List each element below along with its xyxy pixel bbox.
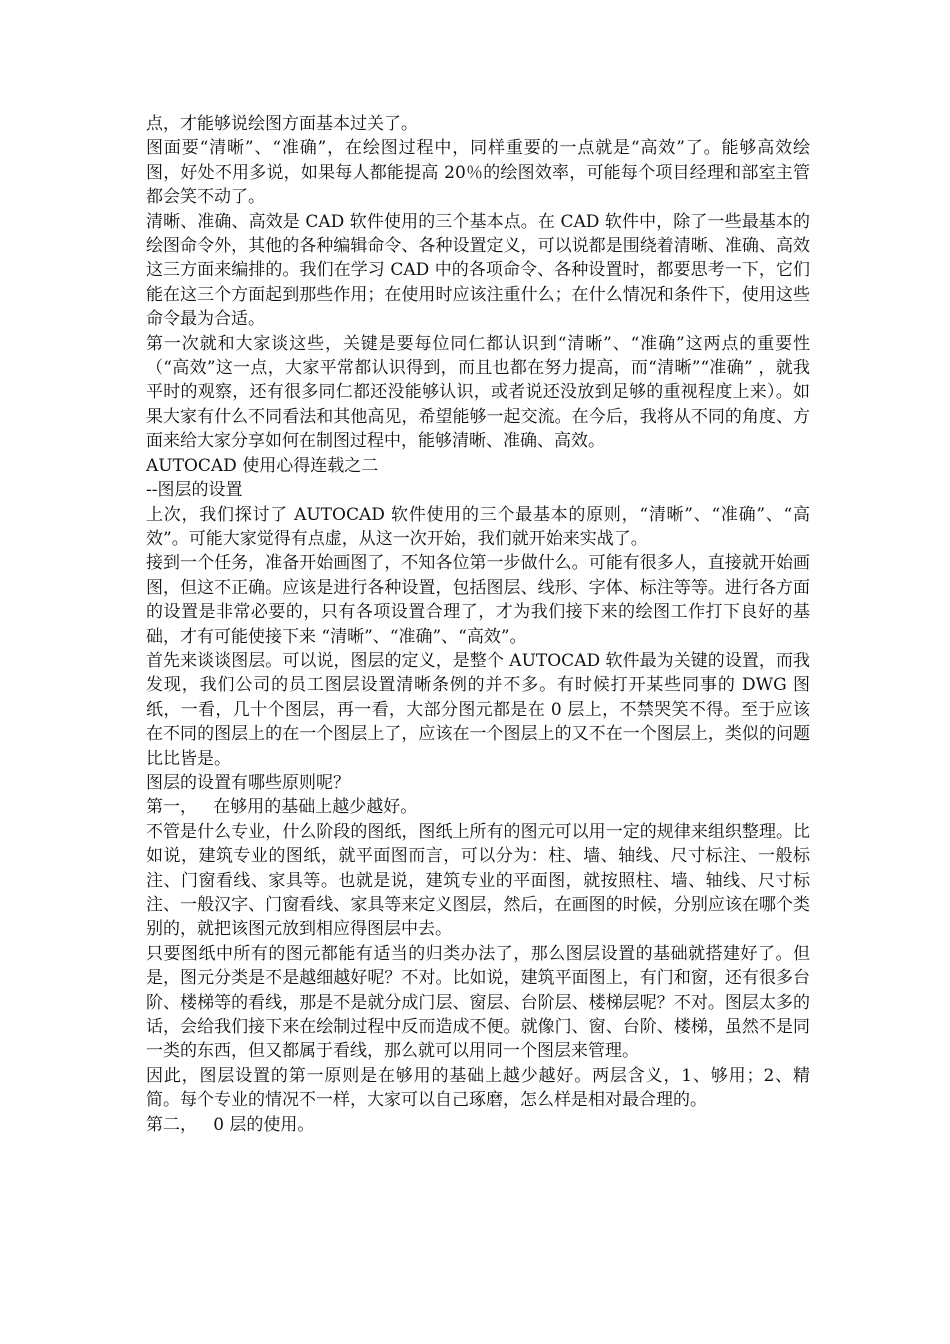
paragraph-conclusion: 因此，图层设置的第一原则是在够用的基础上越少越好。两层含义，1、够用；2、精简。每个专业的情况不一样，大家可以自己琢磨，怎么样是相对最合理的。 bbox=[146, 1065, 810, 1111]
paragraph-last-time: 上次，我们探讨了 AUTOCAD 软件使用的三个最基本的原则，“清晰”、“准确”、“高效”。可能大家觉得有点虚，从这一次开始，我们就开始来实战了。 bbox=[146, 504, 810, 549]
paragraph-settings: 接到一个任务，准备开始画图了，不知各位第一步做什么。可能有很多人，直接就开始画图，但这不正确。应该是进行各种设置，包括图层、线形、字体、标注等等。进行各方面的设置是非常必要的，只有各项设置合理了，才为我们接下来的绘图工作打下良好的基础，才有可能使接下来 “清晰”、“准确”、“高效”。 bbox=[146, 553, 810, 647]
principle-two-heading: 第二， 0 层的使用。 bbox=[146, 1114, 315, 1135]
section-subheading: --图层的设置 bbox=[146, 480, 243, 501]
paragraph-three-basics: 清晰、准确、高效是 CAD 软件使用的三个基本点。在 CAD 软件中，除了一些最基本的绘图命令外，其他的各种编辑命令、各种设置定义，可以说都是围绕着清晰、准确、高效这三方面来编排的。我们在学习 CAD 中的各项命令、各种设置时，都要思考一下，它们能在这三个方面起到那些作用；在使用时应该注重什么；在什么情况和条件下，使用这些命令最为合适。 bbox=[146, 211, 810, 330]
document-body bbox=[146, 112, 810, 1137]
paragraph-efficiency: 图面要“清晰”、“准确”，在绘图过程中，同样重要的一点就是“高效”了。能够高效绘图，好处不用多说，如果每人都能提高 20％的绘图效率，可能每个项目经理和部室主管都会笑不动了。 bbox=[146, 138, 810, 208]
paragraph-not-too-fine: 只要图纸中所有的图元都能有适当的归类办法了，那么图层设置的基础就搭建好了。但是，图元分类是不是越细越好呢？不对。比如说，建筑平面图上，有门和窗，还有很多台阶、楼梯等的看线，那是不是就分成门层、窗层、台阶层、楼梯层呢？不对。图层太多的话，会给我们接下来在绘制过程中反而造成不便。就像门、窗、台阶、楼梯，虽然不是同一类的东西，但又都属于看线，那么就可以用同一个图层来管理。 bbox=[146, 943, 810, 1062]
section-heading: AUTOCAD 使用心得连载之二 bbox=[146, 455, 379, 476]
paragraph-layers-intro: 首先来谈谈图层。可以说，图层的定义，是整个 AUTOCAD 软件最为关键的设置，而我发现，我们公司的员工图层设置清晰条例的并不多。有时候打开某些同事的 DWG 图纸，一看，几十个图层，再一看，大部分图元都是在 0 层上，不禁哭笑不得。至于应该在不同的图层上的在一个图层上了，应该在一个图层上的又不在一个图层上，类似的问题比比皆是。 bbox=[146, 650, 810, 769]
paragraph-first-talk: 第一次就和大家谈这些，关键是要每位同仁都认识到“清晰”、“准确”这两点的重要性（“高效”这一点，大家平常都认识得到，而且也都在努力提高，而“清晰”“准确” ，就我平时的观察，还有很多同仁都还没能够认识，或者说还没放到足够的重视程度上来）。如果大家有什么不同看法和其他高见，希望能够一起交流。在今后，我将从不同的角度、方面来给大家分享如何在制图过程中，能够清晰、准确、高效。 bbox=[146, 333, 810, 452]
paragraph-continuation: 点，才能够说绘图方面基本过关了。 bbox=[146, 114, 418, 134]
paragraph-question: 图层的设置有哪些原则呢？ bbox=[146, 772, 350, 793]
principle-one-heading: 第一， 在够用的基础上越少越好。 bbox=[146, 797, 418, 818]
paragraph-classification: 不管是什么专业，什么阶段的图纸，图纸上所有的图元可以用一定的规律来组织整理。比如说，建筑专业的图纸，就平面图而言，可以分为：柱、墙、轴线、尺寸标注、一般标注、门窗看线、家具等。也就是说，建筑专业的平面图，就按照柱、墙、轴线、尺寸标注、一般汉字、门窗看线、家具等来定义图层，然后，在画图的时候，分别应该在哪个类别的，就把该图元放到相应得图层中去。 bbox=[146, 821, 810, 940]
